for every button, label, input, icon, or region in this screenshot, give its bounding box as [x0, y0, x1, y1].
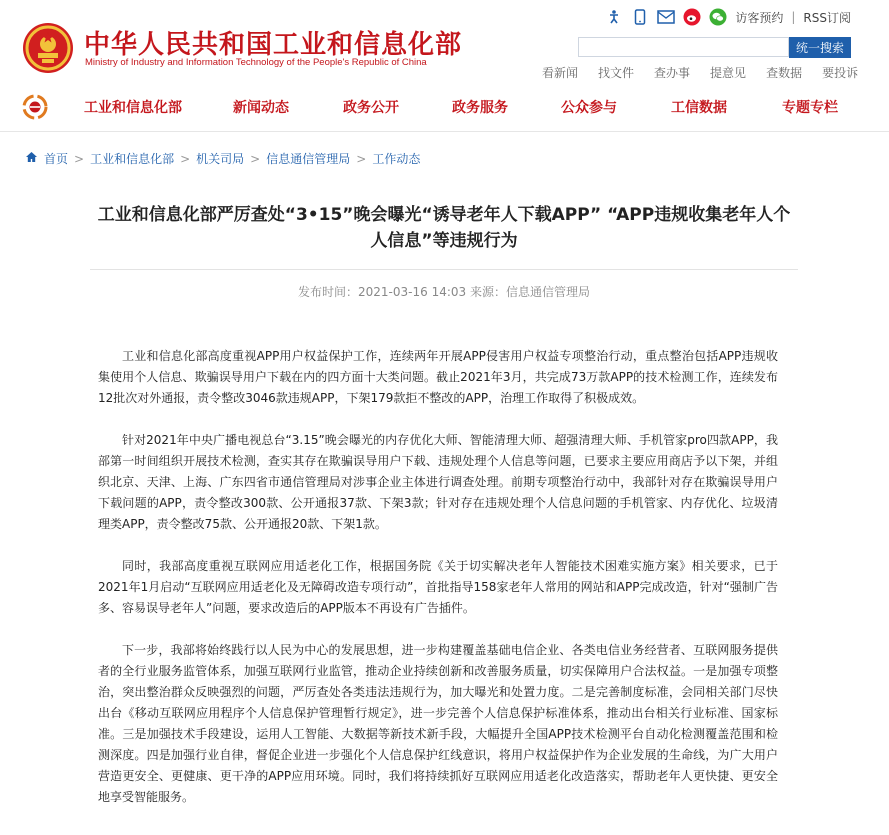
article-paragraph: 下一步，我部将始终践行以人民为中心的发展思想，进一步构建覆盖基础电信企业、各类电信业务经营者、互联网服务提供者的全行业服务监管体系，加强互联网行业监管，推动企业持续创新和改善服务质量，切实保障用户合法权益。一是加强专项整治，突出整治群众反映强烈的问题，严厉查处各类违法违规行为，加大曝光和处置力度。二是完善制度标准，会同相关部门尽快出台《移动互联网应用程序个人信息保护管理暂行规定》，进一步完善个人信息保护标准体系，推动出台相关行业标准、国家标准。三是加强技术手段建设，运用人工智能、大数据等新技术新手段，大幅提升全国APP技术检测平台自动化检测覆盖范围和检测深度。四是加强行业自律，督促企业进一步强化个人信息保护红线意识，将用户权益保护作为企业发展的生命线，为广大用户营造更安全、更健康、更干净的APP应用环境。同时，我们将持续抓好互联网应用适老化改造落实，帮助老年人更快捷、更安全地享受智能服务。: [98, 643, 778, 804]
rss-link[interactable]: RSS订阅: [803, 10, 851, 25]
breadcrumb-separator: >: [74, 151, 85, 166]
article-title: 工业和信息化部严厉查处“3•15”晚会曝光“诱导老年人下载APP” “APP违规收集老年人个人信息”等违规行为: [97, 205, 791, 251]
article-meta: 发布时间：2021-03-16 14:03 来源：信息通信管理局: [298, 285, 590, 299]
nav-news[interactable]: 新闻动态: [233, 100, 289, 116]
article-paragraph: 针对2021年中央广播电视总台“3.15”晚会曝光的内存优化大师、智能清理大师、超强清理大师、手机管家pro四款APP，我部第一时间组织开展技术检测，查实其存在欺骗误导用户下载、违规处理个人信息等问题，已要求主要应用商店予以下架，并组织北京、天津、上海、广东四省市通信管理局对涉事企业主体进行调查处理。前期专项整治行动中，我部针对存在欺骗误导用户下载问题的APP，责令整改300款、公开通报37款、下架3款；针对存在违规处理个人信息问题的手机管家、内存优化、垃圾清理类APP，责令整改75款、公开通报20款、下架1款。: [98, 433, 778, 531]
wechat-icon[interactable]: [709, 8, 727, 26]
nav-divider: [0, 131, 889, 132]
utility-bar: [605, 6, 851, 28]
quick-link-data[interactable]: 查数据: [766, 66, 803, 80]
accessibility-icon[interactable]: [605, 8, 623, 26]
national-emblem-icon[interactable]: [22, 22, 74, 74]
site-title[interactable]: 中华人民共和国工业和信息化部: [84, 30, 463, 60]
breadcrumb-separator: >: [180, 151, 191, 166]
miit-logo-icon[interactable]: [22, 94, 48, 120]
breadcrumb-home[interactable]: 首页: [44, 152, 69, 166]
email-icon[interactable]: [657, 8, 675, 26]
quick-link-complaint[interactable]: 要投诉: [822, 66, 859, 80]
home-icon[interactable]: [25, 151, 38, 166]
quick-link-news[interactable]: 看新闻: [542, 66, 579, 80]
breadcrumb-info-comm-bureau[interactable]: 信息通信管理局: [266, 152, 351, 166]
quick-link-files[interactable]: 找文件: [598, 66, 635, 80]
weibo-icon[interactable]: [683, 8, 701, 26]
article-paragraph: 同时，我部高度重视互联网应用适老化工作，根据国务院《关于切实解决老年人智能技术困难实施方案》相关要求，已于2021年1月启动“互联网应用适老化及无障碍改造专项行动”，首批指导158家老年人常用的网站和APP完成改造，针对“强制广告多、容易误导老年人”问题，要求改造后的APP版本不再设有广告插件。: [98, 559, 778, 615]
nav-special-topics[interactable]: 专题专栏: [782, 100, 838, 116]
article-paragraph: 工业和信息化部高度重视APP用户权益保护工作，连续两年开展APP侵害用户权益专项整治行动，重点整治包括APP违规收集使用个人信息、欺骗误导用户下载在内的四方面十大类问题。截止2021年3月，共完成73万款APP的技术检测工作，连续发布12批次对外通报，责令整改3046款违规APP，下架179款拒不整改的APP，治理工作取得了积极成效。: [98, 349, 778, 405]
quick-links: [542, 64, 858, 81]
visit-appointment-link[interactable]: 访客预约: [735, 10, 784, 25]
title-divider: [90, 269, 798, 270]
mobile-icon[interactable]: [631, 8, 649, 26]
search-button[interactable]: 统一搜索: [789, 37, 851, 58]
breadcrumb-separator: >: [356, 151, 367, 166]
quick-link-feedback[interactable]: 提意见: [710, 66, 747, 80]
utility-separator: |: [791, 10, 796, 24]
nav-public-participation[interactable]: 公众参与: [561, 100, 617, 116]
site-subtitle: Ministry of Industry and Information Technology of the People's Republic of China: [85, 57, 427, 68]
main-nav: [0, 88, 889, 128]
breadcrumb-work-news[interactable]: 工作动态: [372, 152, 421, 166]
nav-gov-services[interactable]: 政务服务: [452, 100, 508, 116]
nav-miit[interactable]: 工业和信息化部: [84, 100, 182, 116]
quick-link-services[interactable]: 查办事: [654, 66, 691, 80]
site-header: [0, 0, 889, 88]
breadcrumb-miit[interactable]: 工业和信息化部: [90, 152, 175, 166]
breadcrumb-separator: >: [250, 151, 261, 166]
breadcrumb: [25, 150, 420, 167]
search-input[interactable]: [578, 37, 789, 57]
nav-data[interactable]: 工信数据: [671, 100, 727, 116]
breadcrumb-departments[interactable]: 机关司局: [196, 152, 245, 166]
nav-gov-affairs[interactable]: 政务公开: [343, 100, 399, 116]
